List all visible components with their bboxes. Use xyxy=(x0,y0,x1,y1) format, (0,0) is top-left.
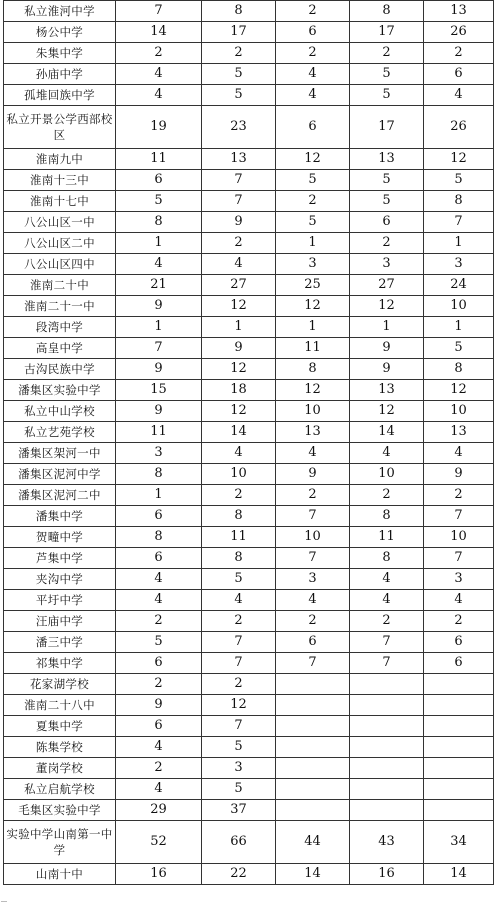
value-cell-col1: 9 xyxy=(116,695,202,716)
value-cell-col2: 13 xyxy=(202,149,276,170)
value-cell-col4: 11 xyxy=(350,527,424,548)
value-cell-col5: 2 xyxy=(424,485,494,506)
table-row xyxy=(4,821,494,864)
value-cell-col1: 7 xyxy=(116,1,202,22)
value-cell-col3: 12 xyxy=(276,149,350,170)
value-cell-col3: 6 xyxy=(276,22,350,43)
value-cell-col2: 4 xyxy=(202,590,276,611)
value-cell-col4: 8 xyxy=(350,1,424,22)
school-name-cell: 花家湖学校 xyxy=(4,674,116,695)
table-row xyxy=(4,864,494,885)
value-cell-col5 xyxy=(424,737,494,758)
value-cell-col2: 12 xyxy=(202,359,276,380)
value-cell-col5: 5 xyxy=(424,338,494,359)
table-row xyxy=(4,296,494,317)
value-cell-col2: 12 xyxy=(202,296,276,317)
school-name-cell: 夹沟中学 xyxy=(4,569,116,590)
table-row xyxy=(4,779,494,800)
value-cell-col2: 2 xyxy=(202,611,276,632)
table-row xyxy=(4,527,494,548)
table-row xyxy=(4,653,494,674)
value-cell-col2: 9 xyxy=(202,338,276,359)
value-cell-col1: 15 xyxy=(116,380,202,401)
value-cell-col2: 5 xyxy=(202,737,276,758)
table-row xyxy=(4,716,494,737)
school-name-cell: 八公山区一中 xyxy=(4,212,116,233)
value-cell-col2: 4 xyxy=(202,443,276,464)
value-cell-col1: 6 xyxy=(116,653,202,674)
value-cell-col3: 6 xyxy=(276,106,350,149)
table-row xyxy=(4,106,494,149)
value-cell-col3 xyxy=(276,779,350,800)
value-cell-col1: 19 xyxy=(116,106,202,149)
school-name-cell: 淮南十七中 xyxy=(4,191,116,212)
value-cell-col1: 4 xyxy=(116,779,202,800)
value-cell-col2: 11 xyxy=(202,527,276,548)
value-cell-col3: 10 xyxy=(276,527,350,548)
value-cell-col3: 5 xyxy=(276,212,350,233)
table-row xyxy=(4,611,494,632)
value-cell-col2: 2 xyxy=(202,674,276,695)
value-cell-col2: 12 xyxy=(202,695,276,716)
table-row xyxy=(4,254,494,275)
table-row xyxy=(4,422,494,443)
school-name-cell: 平圩中学 xyxy=(4,590,116,611)
value-cell-col4 xyxy=(350,716,424,737)
school-name-cell: 董岗学校 xyxy=(4,758,116,779)
value-cell-col3: 3 xyxy=(276,569,350,590)
value-cell-col3 xyxy=(276,758,350,779)
school-name-cell: 山南十中 xyxy=(4,864,116,885)
value-cell-col5: 4 xyxy=(424,590,494,611)
value-cell-col5: 6 xyxy=(424,64,494,85)
school-name-cell: 夏集中学 xyxy=(4,716,116,737)
value-cell-col2: 7 xyxy=(202,653,276,674)
value-cell-col3: 7 xyxy=(276,506,350,527)
value-cell-col5: 8 xyxy=(424,359,494,380)
value-cell-col5: 26 xyxy=(424,22,494,43)
value-cell-col3 xyxy=(276,695,350,716)
school-name-cell: 实验中学山南第一中学 xyxy=(4,821,116,864)
table-row xyxy=(4,317,494,338)
value-cell-col4: 5 xyxy=(350,170,424,191)
table-row xyxy=(4,212,494,233)
school-name-cell: 段湾中学 xyxy=(4,317,116,338)
value-cell-col3: 2 xyxy=(276,485,350,506)
table-row xyxy=(4,590,494,611)
value-cell-col1: 11 xyxy=(116,422,202,443)
value-cell-col4: 1 xyxy=(350,317,424,338)
value-cell-col3: 7 xyxy=(276,653,350,674)
table-row xyxy=(4,443,494,464)
value-cell-col2: 23 xyxy=(202,106,276,149)
value-cell-col3 xyxy=(276,800,350,821)
table-row xyxy=(4,506,494,527)
value-cell-col5: 2 xyxy=(424,43,494,64)
value-cell-col2: 7 xyxy=(202,170,276,191)
value-cell-col1: 4 xyxy=(116,85,202,106)
value-cell-col3: 8 xyxy=(276,359,350,380)
value-cell-col1: 6 xyxy=(116,548,202,569)
table-row xyxy=(4,64,494,85)
enrollment-table xyxy=(3,0,494,885)
value-cell-col2: 7 xyxy=(202,191,276,212)
value-cell-col3: 4 xyxy=(276,85,350,106)
value-cell-col2: 5 xyxy=(202,779,276,800)
value-cell-col5: 26 xyxy=(424,106,494,149)
value-cell-col3 xyxy=(276,716,350,737)
table-row xyxy=(4,548,494,569)
value-cell-col5: 7 xyxy=(424,506,494,527)
table-row xyxy=(4,485,494,506)
value-cell-col4: 6 xyxy=(350,212,424,233)
value-cell-col2: 17 xyxy=(202,22,276,43)
value-cell-col3 xyxy=(276,674,350,695)
school-name-cell: 淮南二十中 xyxy=(4,275,116,296)
school-name-cell: 潘三中学 xyxy=(4,632,116,653)
value-cell-col4 xyxy=(350,695,424,716)
table-row xyxy=(4,22,494,43)
value-cell-col2: 2 xyxy=(202,485,276,506)
value-cell-col2: 8 xyxy=(202,1,276,22)
value-cell-col4: 27 xyxy=(350,275,424,296)
table-row xyxy=(4,85,494,106)
table-body xyxy=(4,1,494,885)
school-name-cell: 陈集学校 xyxy=(4,737,116,758)
value-cell-col5 xyxy=(424,758,494,779)
school-name-cell: 潘集区实验中学 xyxy=(4,380,116,401)
value-cell-col1: 8 xyxy=(116,464,202,485)
value-cell-col2: 10 xyxy=(202,464,276,485)
value-cell-col5: 1 xyxy=(424,233,494,254)
value-cell-col3: 14 xyxy=(276,864,350,885)
value-cell-col1: 4 xyxy=(116,590,202,611)
value-cell-col5: 3 xyxy=(424,569,494,590)
value-cell-col5: 7 xyxy=(424,212,494,233)
value-cell-col4: 13 xyxy=(350,149,424,170)
value-cell-col1: 6 xyxy=(116,716,202,737)
table-row xyxy=(4,800,494,821)
value-cell-col3: 12 xyxy=(276,380,350,401)
value-cell-col4: 9 xyxy=(350,338,424,359)
value-cell-col3: 1 xyxy=(276,317,350,338)
value-cell-col5: 8 xyxy=(424,191,494,212)
value-cell-col1: 16 xyxy=(116,864,202,885)
value-cell-col3: 2 xyxy=(276,1,350,22)
value-cell-col3: 5 xyxy=(276,170,350,191)
value-cell-col3: 44 xyxy=(276,821,350,864)
value-cell-col3: 6 xyxy=(276,632,350,653)
table-row xyxy=(4,233,494,254)
value-cell-col4: 10 xyxy=(350,464,424,485)
value-cell-col4: 2 xyxy=(350,233,424,254)
value-cell-col1: 2 xyxy=(116,43,202,64)
value-cell-col4: 3 xyxy=(350,254,424,275)
value-cell-col1: 29 xyxy=(116,800,202,821)
value-cell-col3: 4 xyxy=(276,443,350,464)
value-cell-col4: 16 xyxy=(350,864,424,885)
value-cell-col1: 8 xyxy=(116,212,202,233)
value-cell-col1: 5 xyxy=(116,191,202,212)
school-name-cell: 淮南二十八中 xyxy=(4,695,116,716)
school-name-cell: 私立开景公学西部校区 xyxy=(4,106,116,149)
value-cell-col1: 6 xyxy=(116,170,202,191)
value-cell-col2: 4 xyxy=(202,254,276,275)
value-cell-col4: 2 xyxy=(350,43,424,64)
value-cell-col3: 11 xyxy=(276,338,350,359)
value-cell-col4 xyxy=(350,779,424,800)
value-cell-col2: 5 xyxy=(202,569,276,590)
value-cell-col1: 3 xyxy=(116,443,202,464)
value-cell-col4 xyxy=(350,737,424,758)
value-cell-col1: 7 xyxy=(116,338,202,359)
school-name-cell: 杨公中学 xyxy=(4,22,116,43)
value-cell-col2: 18 xyxy=(202,380,276,401)
value-cell-col5: 4 xyxy=(424,85,494,106)
table-row xyxy=(4,758,494,779)
value-cell-col2: 5 xyxy=(202,85,276,106)
table-row xyxy=(4,191,494,212)
value-cell-col3: 2 xyxy=(276,43,350,64)
table-row xyxy=(4,338,494,359)
school-name-cell: 潘集区泥河二中 xyxy=(4,485,116,506)
value-cell-col1: 5 xyxy=(116,632,202,653)
school-name-cell: 八公山区四中 xyxy=(4,254,116,275)
table-row xyxy=(4,43,494,64)
school-name-cell: 潘集区架河一中 xyxy=(4,443,116,464)
value-cell-col2: 1 xyxy=(202,317,276,338)
value-cell-col1: 4 xyxy=(116,569,202,590)
value-cell-col4: 4 xyxy=(350,443,424,464)
school-name-cell: 朱集中学 xyxy=(4,43,116,64)
value-cell-col3: 10 xyxy=(276,401,350,422)
value-cell-col3: 3 xyxy=(276,254,350,275)
school-name-cell: 孙庙中学 xyxy=(4,64,116,85)
value-cell-col4: 2 xyxy=(350,485,424,506)
value-cell-col4: 14 xyxy=(350,422,424,443)
value-cell-col5 xyxy=(424,800,494,821)
school-name-cell: 高皇中学 xyxy=(4,338,116,359)
value-cell-col5: 9 xyxy=(424,464,494,485)
value-cell-col5: 12 xyxy=(424,149,494,170)
value-cell-col4: 43 xyxy=(350,821,424,864)
school-name-cell: 潘集中学 xyxy=(4,506,116,527)
value-cell-col3: 4 xyxy=(276,64,350,85)
value-cell-col4 xyxy=(350,800,424,821)
value-cell-col4: 8 xyxy=(350,506,424,527)
value-cell-col2: 14 xyxy=(202,422,276,443)
value-cell-col2: 22 xyxy=(202,864,276,885)
value-cell-col5: 6 xyxy=(424,653,494,674)
value-cell-col2: 7 xyxy=(202,632,276,653)
value-cell-col4: 17 xyxy=(350,106,424,149)
value-cell-col1: 9 xyxy=(116,359,202,380)
value-cell-col4: 9 xyxy=(350,359,424,380)
school-name-cell: 淮南十三中 xyxy=(4,170,116,191)
value-cell-col1: 14 xyxy=(116,22,202,43)
value-cell-col1: 11 xyxy=(116,149,202,170)
table-row xyxy=(4,632,494,653)
value-cell-col3: 4 xyxy=(276,590,350,611)
value-cell-col3: 9 xyxy=(276,464,350,485)
value-cell-col1: 2 xyxy=(116,758,202,779)
value-cell-col2: 2 xyxy=(202,43,276,64)
school-name-cell: 私立淮河中学 xyxy=(4,1,116,22)
value-cell-col3: 1 xyxy=(276,233,350,254)
value-cell-col4 xyxy=(350,674,424,695)
school-name-cell: 八公山区二中 xyxy=(4,233,116,254)
value-cell-col4 xyxy=(350,758,424,779)
value-cell-col5: 5 xyxy=(424,170,494,191)
value-cell-col4: 5 xyxy=(350,64,424,85)
value-cell-col5: 2 xyxy=(424,611,494,632)
table-row xyxy=(4,149,494,170)
school-name-cell: 毛集区实验中学 xyxy=(4,800,116,821)
value-cell-col2: 8 xyxy=(202,548,276,569)
school-name-cell: 私立启航学校 xyxy=(4,779,116,800)
value-cell-col5: 13 xyxy=(424,422,494,443)
value-cell-col5: 34 xyxy=(424,821,494,864)
school-name-cell: 祁集中学 xyxy=(4,653,116,674)
value-cell-col4: 13 xyxy=(350,380,424,401)
value-cell-col1: 1 xyxy=(116,317,202,338)
value-cell-col5: 10 xyxy=(424,401,494,422)
value-cell-col1: 52 xyxy=(116,821,202,864)
value-cell-col4: 17 xyxy=(350,22,424,43)
value-cell-col1: 8 xyxy=(116,527,202,548)
value-cell-col5: 12 xyxy=(424,380,494,401)
value-cell-col1: 1 xyxy=(116,485,202,506)
value-cell-col2: 2 xyxy=(202,233,276,254)
value-cell-col4: 2 xyxy=(350,611,424,632)
value-cell-col4: 12 xyxy=(350,401,424,422)
value-cell-col1: 4 xyxy=(116,64,202,85)
value-cell-col5: 6 xyxy=(424,632,494,653)
value-cell-col5: 10 xyxy=(424,527,494,548)
value-cell-col4: 7 xyxy=(350,632,424,653)
value-cell-col2: 37 xyxy=(202,800,276,821)
value-cell-col1: 1 xyxy=(116,233,202,254)
value-cell-col5 xyxy=(424,674,494,695)
value-cell-col1: 9 xyxy=(116,401,202,422)
school-name-cell: 淮南九中 xyxy=(4,149,116,170)
value-cell-col5: 1 xyxy=(424,317,494,338)
value-cell-col4: 7 xyxy=(350,653,424,674)
value-cell-col1: 9 xyxy=(116,296,202,317)
value-cell-col5: 13 xyxy=(424,1,494,22)
school-name-cell: 淮南二十一中 xyxy=(4,296,116,317)
value-cell-col1: 2 xyxy=(116,674,202,695)
value-cell-col5 xyxy=(424,779,494,800)
table-row xyxy=(4,569,494,590)
value-cell-col2: 66 xyxy=(202,821,276,864)
value-cell-col2: 9 xyxy=(202,212,276,233)
value-cell-col2: 12 xyxy=(202,401,276,422)
table-row xyxy=(4,275,494,296)
value-cell-col4: 5 xyxy=(350,85,424,106)
value-cell-col2: 27 xyxy=(202,275,276,296)
table-row xyxy=(4,359,494,380)
table-row xyxy=(4,170,494,191)
value-cell-col3: 12 xyxy=(276,296,350,317)
value-cell-col1: 4 xyxy=(116,254,202,275)
value-cell-col4: 5 xyxy=(350,191,424,212)
value-cell-col3: 7 xyxy=(276,548,350,569)
value-cell-col5: 4 xyxy=(424,443,494,464)
value-cell-col4: 4 xyxy=(350,569,424,590)
table-row xyxy=(4,737,494,758)
table-row xyxy=(4,674,494,695)
table-row xyxy=(4,695,494,716)
school-name-cell: 芦集中学 xyxy=(4,548,116,569)
value-cell-col1: 21 xyxy=(116,275,202,296)
table-row xyxy=(4,380,494,401)
value-cell-col2: 8 xyxy=(202,506,276,527)
value-cell-col5: 24 xyxy=(424,275,494,296)
value-cell-col4: 12 xyxy=(350,296,424,317)
value-cell-col5 xyxy=(424,695,494,716)
school-name-cell: 私立中山学校 xyxy=(4,401,116,422)
value-cell-col5: 10 xyxy=(424,296,494,317)
value-cell-col5 xyxy=(424,716,494,737)
value-cell-col5: 7 xyxy=(424,548,494,569)
value-cell-col4: 4 xyxy=(350,590,424,611)
value-cell-col2: 3 xyxy=(202,758,276,779)
value-cell-col3: 2 xyxy=(276,611,350,632)
table-row xyxy=(4,1,494,22)
value-cell-col3 xyxy=(276,737,350,758)
value-cell-col2: 7 xyxy=(202,716,276,737)
value-cell-col3: 13 xyxy=(276,422,350,443)
school-name-cell: 古沟民族中学 xyxy=(4,359,116,380)
table-row xyxy=(4,464,494,485)
school-name-cell: 潘集区泥河中学 xyxy=(4,464,116,485)
school-name-cell: 私立艺苑学校 xyxy=(4,422,116,443)
value-cell-col2: 5 xyxy=(202,64,276,85)
value-cell-col5: 3 xyxy=(424,254,494,275)
value-cell-col3: 25 xyxy=(276,275,350,296)
value-cell-col3: 2 xyxy=(276,191,350,212)
value-cell-col1: 4 xyxy=(116,737,202,758)
corner-mark xyxy=(1,897,7,902)
school-name-cell: 孤堆回族中学 xyxy=(4,85,116,106)
value-cell-col1: 6 xyxy=(116,506,202,527)
value-cell-col5: 14 xyxy=(424,864,494,885)
value-cell-col1: 2 xyxy=(116,611,202,632)
school-name-cell: 汪庙中学 xyxy=(4,611,116,632)
value-cell-col4: 8 xyxy=(350,548,424,569)
school-name-cell: 贺疃中学 xyxy=(4,527,116,548)
table-row xyxy=(4,401,494,422)
